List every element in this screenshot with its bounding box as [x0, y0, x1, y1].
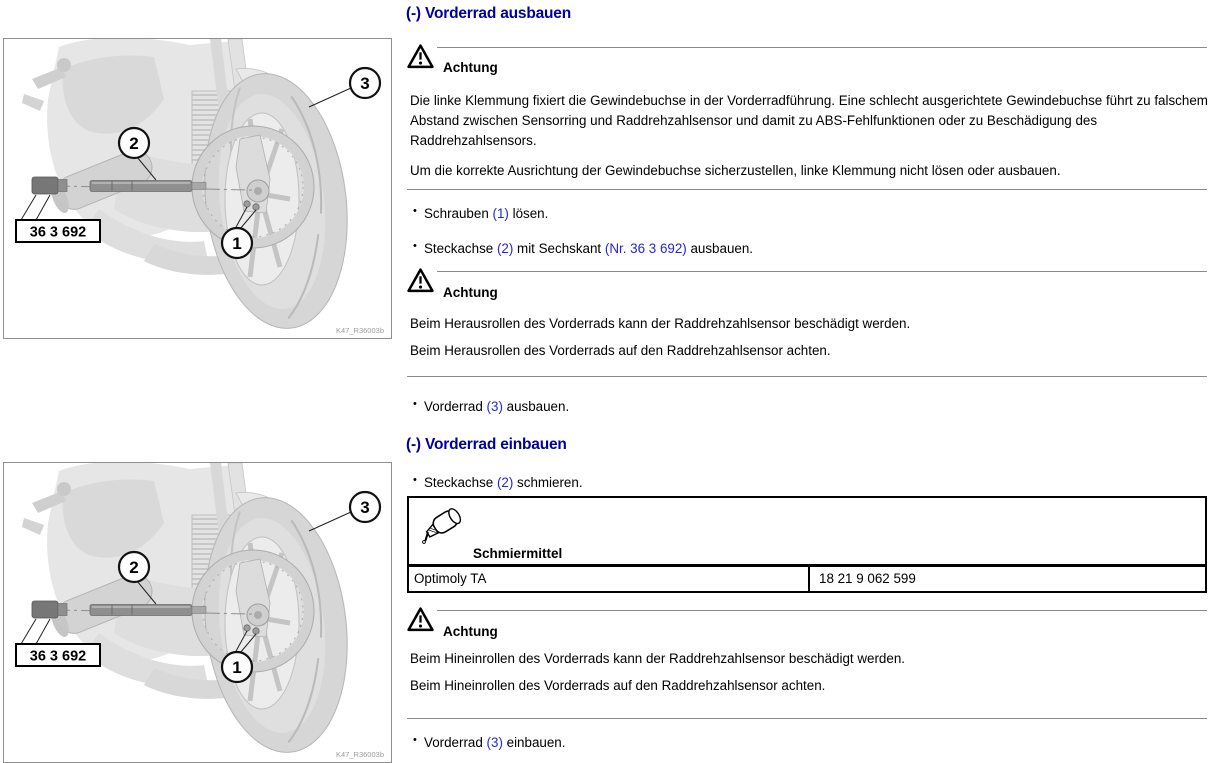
- step-text: Schrauben: [424, 206, 493, 221]
- lubricant-table: [407, 496, 1207, 593]
- tool-number-link[interactable]: (Nr. 36 3 692): [604, 241, 687, 256]
- warning-line: Beim Herausrollen des Vorderrads auf den Raddrehzahlsensor achten.: [410, 343, 831, 358]
- clamp-screw-shape: [253, 628, 259, 634]
- warning-icon: [407, 267, 434, 294]
- divider: [437, 271, 1207, 272]
- svg-text:3: 3: [360, 498, 370, 517]
- callout-1: [222, 228, 252, 258]
- step-install-front-wheel: [407, 735, 565, 750]
- svg-text:2: 2: [129, 134, 139, 153]
- step-text: ausbauen.: [686, 241, 754, 256]
- callout-2: [119, 128, 149, 158]
- svg-text:1: 1: [232, 234, 242, 253]
- figure-front-wheel-removal: [3, 38, 392, 339]
- callout-link-3[interactable]: (3): [486, 735, 503, 750]
- step-remove-axle: [407, 241, 753, 256]
- svg-text:1: 1: [232, 658, 242, 677]
- figure-watermark: K47_R36003b: [336, 750, 384, 759]
- warning-title: Achtung: [443, 624, 498, 639]
- quick-release-axle-shape: [90, 605, 192, 616]
- warning-icon: [407, 606, 434, 633]
- callout-3: [350, 492, 380, 522]
- lubricant-table-header: [409, 498, 1205, 567]
- step-text: mit Sechskant: [513, 241, 605, 256]
- step-remove-front-wheel: [407, 399, 569, 414]
- step-lubricate-axle: [407, 475, 583, 490]
- step-text: Steckachse: [424, 241, 497, 256]
- warning-icon: [407, 43, 434, 70]
- svg-text:3: 3: [360, 74, 370, 93]
- special-tool-number-box: [16, 644, 100, 666]
- clamp-screw-shape: [244, 201, 250, 207]
- lubricant-table-title: Schmiermittel: [473, 546, 563, 561]
- hex-tool-shape: [32, 177, 58, 194]
- front-wheel-diagram: [4, 463, 391, 762]
- step-text: Steckachse: [424, 475, 497, 490]
- divider: [437, 610, 1207, 611]
- front-wheel-diagram: [4, 39, 391, 338]
- callout-link-2[interactable]: (2): [496, 475, 514, 490]
- callout-1: [222, 652, 252, 682]
- lubricant-part-number-cell: 18 21 9 062 599: [819, 571, 916, 586]
- step-text: schmieren.: [513, 475, 583, 490]
- warning-paragraph: Die linke Klemmung fixiert die Gewindebuchse in der Vorderradführung. Eine schlecht ausgerichtete Gewindebuchse führt zu falschem Abstand zwischen Sensorring und Raddrehzahlsensor und damit zu ABS-Fehlfunktionen oder zu Beschädigung des Raddrehzahlsensors.: [410, 93, 1208, 148]
- divider: [407, 376, 1207, 377]
- special-tool-number: 36 3 692: [29, 648, 87, 665]
- special-tool-number: 36 3 692: [29, 224, 87, 241]
- divider: [437, 47, 1207, 48]
- special-tool-number-box: [16, 220, 100, 242]
- oil-can-icon: [417, 502, 467, 548]
- step-text: Vorderrad: [424, 735, 487, 750]
- callout-link-3[interactable]: (3): [486, 399, 503, 414]
- warning-paragraph: Um die korrekte Ausrichtung der Gewindebuchse sicherzustellen, linke Klemmung nicht lösen oder ausbauen.: [410, 163, 1061, 178]
- callout-2: [119, 552, 149, 582]
- step-text: einbauen.: [502, 735, 566, 750]
- clamp-screw-shape: [253, 204, 259, 210]
- clamp-screw-shape: [244, 625, 250, 631]
- callout-3: [350, 68, 380, 98]
- figure-front-wheel-installation: [3, 462, 392, 763]
- warning-line: Beim Hineinrollen des Vorderrads kann der Raddrehzahlsensor beschädigt werden.: [410, 651, 905, 666]
- warning-title: Achtung: [443, 285, 498, 300]
- callout-link-1[interactable]: (1): [492, 206, 509, 221]
- figure-watermark: K47_R36003b: [336, 326, 384, 335]
- callout-link-2[interactable]: (2): [496, 241, 514, 256]
- warning-title: Achtung: [443, 60, 498, 75]
- step-text: lösen.: [508, 206, 549, 221]
- svg-text:2: 2: [129, 558, 139, 577]
- divider: [407, 189, 1207, 190]
- warning-line: Beim Hineinrollen des Vorderrads auf den Raddrehzahlsensor achten.: [410, 678, 826, 693]
- step-text: ausbauen.: [502, 399, 570, 414]
- section-title-remove-front-wheel: (-) Vorderrad ausbauen: [406, 5, 571, 22]
- section-title-install-front-wheel: (-) Vorderrad einbauen: [406, 436, 567, 453]
- table-row: [409, 567, 1205, 591]
- step-text: Vorderrad: [424, 399, 487, 414]
- step-loosen-screws: [407, 206, 548, 221]
- hex-tool-shape: [32, 601, 58, 618]
- lubricant-name-cell: Optimoly TA: [409, 567, 810, 591]
- quick-release-axle-shape: [90, 181, 192, 192]
- warning-line: Beim Herausrollen des Vorderrads kann der Raddrehzahlsensor beschädigt werden.: [410, 316, 911, 331]
- divider: [407, 718, 1207, 719]
